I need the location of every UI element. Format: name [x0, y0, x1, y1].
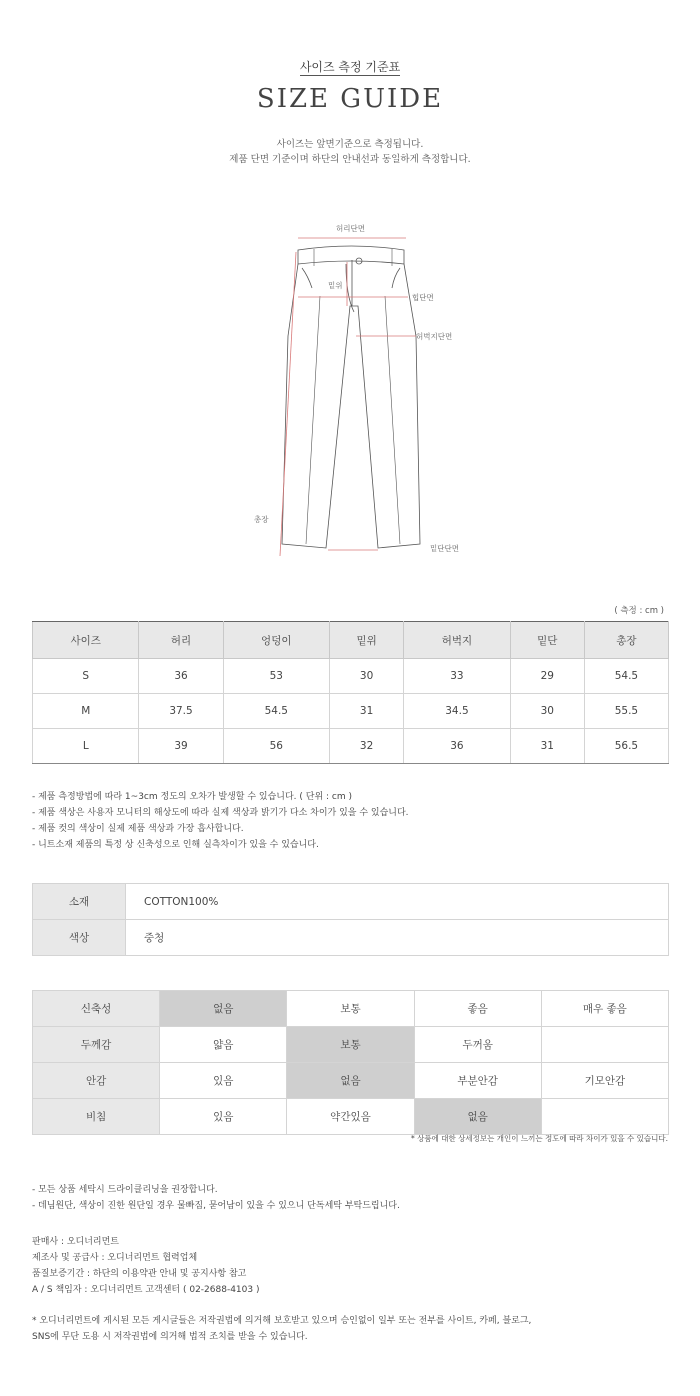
feel-option: 있음	[160, 1063, 287, 1099]
length-measure-line	[280, 252, 296, 556]
table-cell: 30	[510, 694, 584, 729]
pocket-seams	[302, 268, 400, 288]
copyright-line-1: * 오디너리먼트에 게시된 모든 게시글들은 저작권법에 의거해 보호받고 있으며 승인없이 일부 또는 전부를 사이트, 카페, 블로그,	[32, 1316, 532, 1326]
feel-row-stretch	[33, 991, 669, 1027]
header-hem: 밑단	[510, 622, 584, 659]
feel-row-thickness	[33, 1027, 669, 1063]
table-cell: L	[33, 729, 139, 764]
table-cell: 56.5	[584, 729, 668, 764]
care-item: - 모든 상품 세탁시 드라이클리닝을 권장합니다.	[32, 1185, 218, 1195]
label-thigh: 허벅지단면	[416, 332, 453, 341]
belt-loops	[314, 249, 392, 266]
feel-option: 있음	[160, 1099, 287, 1135]
care-notes	[32, 1182, 400, 1214]
size-table-header	[33, 622, 669, 659]
label-hip: 힙단면	[412, 293, 434, 302]
table-cell: M	[33, 694, 139, 729]
note-item: - 니트소재 제품의 특정 상 신축성으로 인해 실측차이가 있을 수 있습니다.	[32, 840, 319, 850]
table-row	[33, 659, 669, 694]
feel-option: 없음	[414, 1099, 541, 1135]
header-thigh: 허벅지	[404, 622, 510, 659]
table-cell: 53	[223, 659, 329, 694]
material-row-fabric	[33, 884, 669, 920]
maker-info: 제조사 및 공급사 : 오디너리먼트 협력업체	[32, 1253, 198, 1263]
feel-row-label: 두께감	[33, 1027, 160, 1063]
note-item: - 제품 컷의 색상이 실제 제품 색상과 가장 흡사합니다.	[32, 824, 244, 834]
feel-option: 없음	[160, 991, 287, 1027]
seller-name: 판매사 : 오디너리먼트	[32, 1237, 120, 1247]
material-table	[32, 883, 669, 956]
label-length: 총장	[254, 515, 269, 524]
seller-info	[32, 1234, 259, 1298]
table-cell: 36	[404, 729, 510, 764]
table-cell: 54.5	[584, 659, 668, 694]
feel-footnote: * 상품에 대한 상세정보는 개인이 느끼는 정도에 따라 차이가 있을 수 있습니다.	[411, 1134, 668, 1143]
table-cell: 54.5	[223, 694, 329, 729]
header-rise: 밑위	[330, 622, 404, 659]
intro-line-1: 사이즈는 앞면기준으로 측정됩니다.	[276, 139, 424, 150]
table-cell: 31	[510, 729, 584, 764]
copyright-line-2: SNS에 무단 도용 시 저작권법에 의거해 법적 조치를 받을 수 있습니다.	[32, 1332, 308, 1342]
feel-row-label: 신축성	[33, 991, 160, 1027]
table-cell: 32	[330, 729, 404, 764]
color-label: 색상	[33, 920, 126, 956]
note-item: - 제품 색상은 사용자 모니터의 해상도에 따라 실제 색상과 밝기가 다소 차이가 있을 수 있습니다.	[32, 808, 409, 818]
crease-lines	[306, 296, 400, 544]
table-cell: 33	[404, 659, 510, 694]
feel-row-lining	[33, 1063, 669, 1099]
fabric-feel-table	[32, 990, 669, 1135]
as-contact: A / S 책임자 : 오디너리먼트 고객센터 ( 02-2688-4103 )	[32, 1285, 260, 1295]
fabric-value: COTTON100%	[126, 884, 669, 920]
care-item: - 데님원단, 색상이 진한 원단일 경우 물빠짐, 묻어남이 있을 수 있으니 단독세탁 부탁드립니다.	[32, 1201, 400, 1211]
label-waist: 허리단면	[336, 224, 365, 233]
table-cell: 36	[139, 659, 223, 694]
pants-measurement-diagram	[240, 216, 480, 566]
feel-option: 두꺼움	[414, 1027, 541, 1063]
feel-option	[541, 1099, 668, 1135]
feel-option: 부분안감	[414, 1063, 541, 1099]
feel-row-label: 안감	[33, 1063, 160, 1099]
note-item: - 제품 측정방법에 따라 1~3cm 정도의 오차가 발생할 수 있습니다. ( 단위 : cm )	[32, 792, 352, 802]
feel-option: 매우 좋음	[541, 991, 668, 1027]
feel-option: 약간있음	[287, 1099, 414, 1135]
table-cell: 29	[510, 659, 584, 694]
feel-option: 기모안감	[541, 1063, 668, 1099]
material-row-color	[33, 920, 669, 956]
unit-label: ( 측정 : cm )	[614, 606, 664, 616]
pants-outline	[282, 264, 420, 548]
header-length: 총장	[584, 622, 668, 659]
measurement-notes	[32, 789, 409, 853]
title-kr-text: 사이즈 측정 기준표	[299, 60, 401, 74]
table-cell: 30	[330, 659, 404, 694]
copyright-notice	[32, 1313, 672, 1345]
header-size: 사이즈	[33, 622, 139, 659]
feel-option: 없음	[287, 1063, 414, 1099]
intro-line-2: 제품 단면 기준이며 하단의 안내선과 동일하게 측정합니다.	[229, 154, 471, 165]
table-cell: 34.5	[404, 694, 510, 729]
table-cell: 37.5	[139, 694, 223, 729]
header-hip: 엉덩이	[223, 622, 329, 659]
table-cell: 56	[223, 729, 329, 764]
page-title-english: SIZE GUIDE	[256, 84, 444, 114]
feel-option: 좋음	[414, 991, 541, 1027]
size-table	[32, 621, 669, 764]
label-hem: 밑단단면	[430, 544, 459, 553]
header-waist: 허리	[139, 622, 223, 659]
table-cell: 55.5	[584, 694, 668, 729]
table-cell: 31	[330, 694, 404, 729]
table-cell: 39	[139, 729, 223, 764]
feel-option: 얇음	[160, 1027, 287, 1063]
table-cell: S	[33, 659, 139, 694]
feel-option: 보통	[287, 1027, 414, 1063]
label-rise: 밑위	[328, 281, 343, 290]
color-value: 중청	[126, 920, 669, 956]
feel-option	[541, 1027, 668, 1063]
warranty-info: 품질보증기간 : 하단의 이용약관 안내 및 공지사항 참고	[32, 1269, 247, 1279]
feel-row-sheerness	[33, 1099, 669, 1135]
page-title-korean	[0, 58, 700, 75]
fabric-label: 소재	[33, 884, 126, 920]
intro-text	[0, 137, 700, 167]
table-row	[33, 729, 669, 764]
feel-row-label: 비침	[33, 1099, 160, 1135]
feel-option: 보통	[287, 991, 414, 1027]
table-row	[33, 694, 669, 729]
